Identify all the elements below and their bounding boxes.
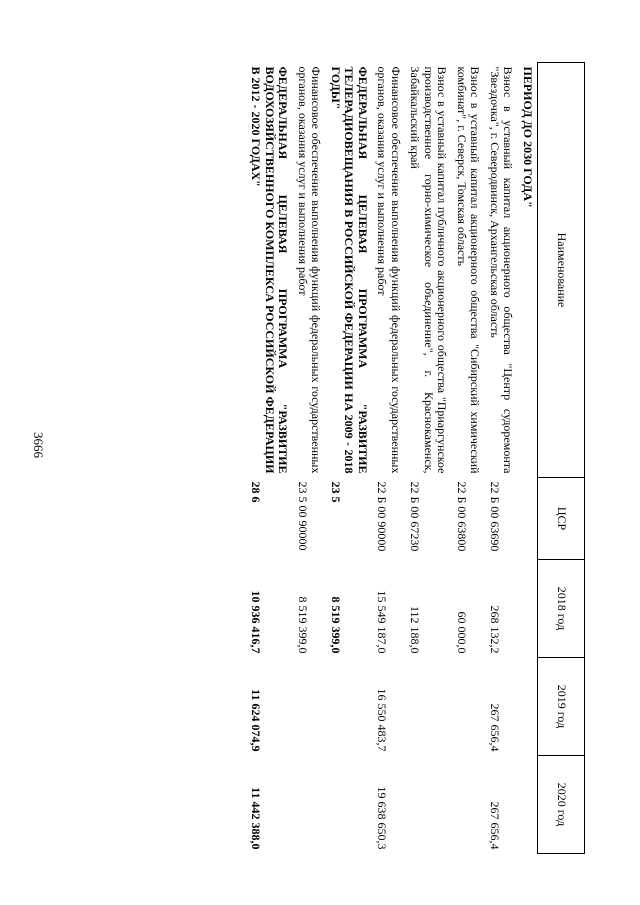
row-name: Взнос в уставный капитал акционерного общества "Центр судоремонта "Звездочка", г. Северодвинск, Архангельская область [488,66,516,474]
row-2018: 15 549 187,0 [375,590,390,654]
row-csr: 28 6 [249,481,264,503]
row-csr: 22 Б 00 63800 [455,481,469,552]
row-name: Финансовое обеспечение выполнения функций федеральных государственных органов, оказания услуг и выполнения работ [375,66,403,474]
row-csr: 23 5 [329,481,343,503]
row-2018: 268 132,2 [488,605,502,654]
row-2019 [452,658,485,756]
row-name: Финансовое обеспечение выполнения функций федеральных государственных органов, оказания услуг и выполнения работ [296,66,324,474]
row-csr: 22 Б 00 90000 [375,481,390,552]
budget-table-container [85,62,585,854]
table-row [485,63,518,854]
table-row [246,63,293,854]
table-header-row [538,63,585,854]
row-2020: 19 638 650,3 [375,786,390,850]
row-2019: 267 656,4 [488,703,502,752]
header-2018: 2018 год [538,560,585,658]
header-name: Наименование [538,63,585,478]
row-2018: 60 000,0 [455,611,469,654]
table-row [452,63,485,854]
page-number: 3666 [31,432,46,458]
row-2019: 16 550 483,7 [375,688,390,752]
row-2019 [405,658,452,756]
header-2019: 2019 год [538,658,585,756]
row-2019 [326,658,373,756]
row-2018: 10 936 416,7 [249,590,264,654]
row-name: Взнос в уставный капитал акционерного общества "Сибирский химический комбинат", г. Северск, Томская область [455,66,483,474]
row-2018: 8 519 399,0 [296,596,310,654]
row-2018: 8 519 399,0 [329,596,343,654]
row-2020 [452,756,485,854]
row-2020 [405,756,452,854]
row-csr: 22 Б 00 67230 [408,481,423,552]
header-2020: 2020 год [538,756,585,854]
row-2020: 11 442 388,0 [249,787,264,850]
header-csr: ЦСР [538,478,585,560]
section-title: ПЕРИОД ДО 2030 ГОДА" [521,66,535,208]
table-row [293,63,326,854]
row-name: ФЕДЕРАЛЬНАЯ ЦЕЛЕВАЯ ПРОГРАММА "РАЗВИТИЕ ТЕЛЕРАДИОВЕЩАНИЯ В РОССИЙСКОЙ ФЕДЕРАЦИИ НА 2009 - 2018 ГОДЫ" [329,66,370,474]
row-2019: 11 624 074,9 [249,689,264,752]
row-name: ФЕДЕРАЛЬНАЯ ЦЕЛЕВАЯ ПРОГРАММА "РАЗВИТИЕ ВОДОХОЗЯЙСТВЕННОГО КОМПЛЕКСА РОССИЙСКОЙ ФЕДЕРАЦИИ В 2012 - 2020 ГОДАХ" [249,66,291,474]
row-csr: 22 Б 00 63690 [488,481,502,552]
row-2020 [326,756,373,854]
row-2020 [293,756,326,854]
budget-table [246,62,585,854]
table-row [326,63,373,854]
row-name: Взнос в уставный капитал публичного акционерного общества "Приаргунское производственное горно-химическое объединение", г. Краснокаменск, Забайкальский край [408,66,450,474]
table-row [372,63,405,854]
row-2018: 112 188,0 [408,605,423,654]
section-title-row [518,63,538,854]
row-csr: 23 5 00 90000 [296,481,310,551]
row-2020: 267 656,4 [488,801,502,850]
table-row [405,63,452,854]
row-2019 [293,658,326,756]
